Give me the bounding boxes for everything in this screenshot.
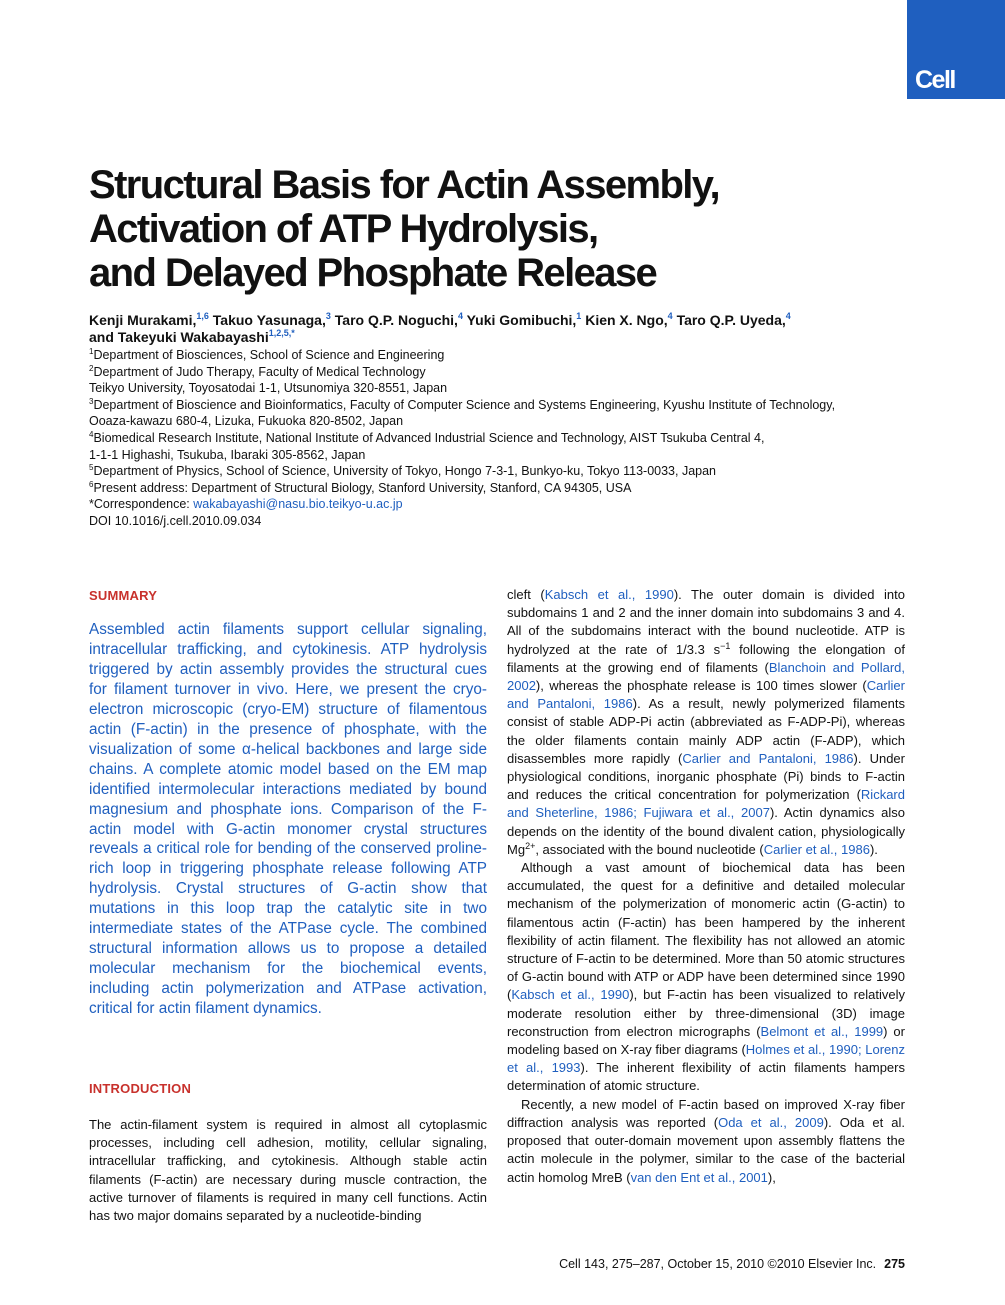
body-text: Recently, a new model of F-actin based on improved X-ray fiber diffraction analysis was reported ( [507, 1096, 905, 1130]
reference-link[interactable]: Blanchoin and Pollard, 2002 [507, 659, 905, 694]
affiliation-line: Teikyo University, Toyosatodai 1-1, Utsunomiya 320-8551, Japan [89, 381, 448, 396]
body-text: ), but F-actin has been visualized to relatively moderate resolution either by three-dimensional (3D) image reconstruction from electron micrographs ( [507, 987, 905, 1039]
doi: DOI 10.1016/j.cell.2010.09.034 [89, 513, 262, 528]
body-text: ). Actin dynamics also depends on the identity of the bound divalent cation, physiologically Mg [507, 805, 905, 857]
author-name: Taro Q.P. Uyeda, [676, 312, 786, 328]
affiliation-line [89, 364, 919, 381]
correspondence-label: *Correspondence: [89, 497, 194, 512]
body-text: ). [869, 841, 878, 857]
affiliation-line [89, 463, 919, 480]
affiliation-text: Biomedical Research Institute, National Institute of Advanced Industrial Science and Technology, AIST Tsukuba Central 4, [93, 430, 765, 445]
affiliation-number: 2 [89, 363, 94, 373]
reference-link[interactable]: Rickard and Sheterline, 1986; Fujiwara et al., 2007 [507, 787, 905, 821]
author-name: Kien X. Ngo, [585, 312, 668, 328]
body-paragraph [507, 586, 905, 859]
body-text: ) or modeling based on X-ray fiber diagrams ( [507, 1023, 905, 1058]
author-list [89, 312, 889, 346]
affiliation-line: Ooaza-kawazu 680-4, Lizuka, Fukuoka 820-8502, Japan [89, 414, 404, 429]
body-text: ). The inherent flexibility of actin filaments hampers determination of atomic structure. [507, 1060, 905, 1094]
affiliation-line [89, 397, 919, 414]
affiliation-text: Department of Physics, School of Science, University of Tokyo, Hongo 7-3-1, Bunkyo-ku, Tokyo 113-0033, Japan [93, 464, 717, 479]
footer-citation: Cell 143, 275–287, October 15, 2010 ©2010 Elsevier Inc. [559, 1257, 877, 1271]
author-name: Kenji Murakami, [89, 312, 197, 328]
logo-text: Cell [915, 66, 955, 94]
body-text: ). As a result, newly polymerized filaments consist of stable ADP-Pi actin (abbreviated as F-ADP-Pi), whereas the older filaments contain mainly ADP actin (F-ADP), which disassembles more rapidly ( [507, 696, 905, 766]
affiliation-text: Department of Biosciences, School of Science and Engineering [93, 348, 445, 362]
introduction-heading: INTRODUCTION [89, 1081, 192, 1096]
body-text: , associated with the bound nucleotide ( [535, 841, 764, 857]
superscript: 2+ [525, 840, 536, 851]
author-name: Takuo Yasunaga, [212, 312, 326, 328]
affiliation-text: Present address: Department of Structural Biology, Stanford University, Stanford, CA 94305, USA [93, 480, 632, 495]
page-number: 275 [884, 1257, 905, 1271]
summary-heading: SUMMARY [89, 588, 158, 603]
body-text: cleft ( [507, 587, 545, 602]
affiliations [89, 347, 919, 530]
correspondence-email-link[interactable]: wakabayashi@nasu.bio.teikyo-u.ac.jp [193, 497, 403, 512]
affiliation-number: 4 [89, 429, 94, 439]
author-affiliation-sup: 3 [325, 311, 331, 321]
affiliation-line: 1-1-1 Highashi, Tsukuba, Ibaraki 305-8562, Japan [89, 447, 366, 462]
author-affiliation-sup: 4 [457, 311, 463, 321]
title-line-2: Activation of ATP Hydrolysis, [89, 207, 598, 251]
author-affiliation-sup: 1,2,5,* [268, 328, 295, 338]
body-text: ), [767, 1169, 776, 1185]
body-text: following the elongation of filaments at the growing end of filaments ( [507, 641, 906, 675]
author-name: and Takeyuki Wakabayashi [89, 329, 269, 345]
reference-link[interactable]: Oda et al., 2009 [718, 1114, 824, 1130]
reference-link[interactable]: Carlier et al., 1986 [763, 841, 870, 857]
body-paragraph [507, 859, 905, 1096]
reference-link[interactable]: Carlier and Pantaloni, 1986 [507, 678, 905, 712]
introduction-paragraph: The actin-filament system is required in almost all cytoplasmic processes, including cell adhesion, motility, cellular signaling, intracellular trafficking, and cytokinesis. Although stable actin filaments (F-actin) are necessary during muscle contraction, the active turnover of filaments is required in many cell functions. Actin has two major domains separated by a nucleotide-binding [89, 1117, 487, 1224]
title-line-3: and Delayed Phosphate Release [89, 251, 657, 295]
author-affiliation-sup: 4 [667, 311, 673, 321]
reference-link[interactable]: Carlier and Pantaloni, 1986 [682, 750, 854, 766]
author-affiliation-sup: 1,6 [196, 311, 209, 321]
body-paragraph [507, 1096, 905, 1187]
affiliation-number: 6 [89, 479, 94, 489]
reference-link[interactable]: Kabsch et al., 1990 [544, 587, 674, 602]
affiliation-number: 5 [89, 463, 94, 473]
author-name: Yuki Gomibuchi, [466, 312, 577, 328]
reference-link[interactable]: Holmes et al., 1990; Lorenz et al., 1993 [507, 1042, 905, 1076]
article-title [89, 163, 889, 295]
affiliation-number: 1 [89, 347, 94, 356]
body-text: ). Oda et al. proposed that outer-domain movement upon assembly flattens the actin molecule in the polymer, similar to the case of the bacterial actin homolog MreB ( [507, 1114, 906, 1185]
affiliation-line [89, 347, 919, 364]
affiliation-line [89, 480, 919, 497]
body-text: ). Under physiological conditions, inorganic phosphate (Pi) binds to F-actin and reduces the critical concentration for polymerization ( [507, 750, 905, 803]
affiliation-text: Department of Bioscience and Bioinformatics, Faculty of Computer Science and Systems Engineering, Kyushu Institute of Technology, [93, 397, 836, 412]
reference-link[interactable]: Belmont et al., 1999 [760, 1023, 884, 1039]
cell-journal-logo [907, 0, 1005, 99]
affiliation-number: 3 [89, 396, 94, 406]
author-affiliation-sup: 4 [785, 311, 791, 321]
author-name: Taro Q.P. Noguchi, [334, 312, 458, 328]
reference-link[interactable]: van den Ent et al., 2001 [630, 1169, 768, 1185]
body-text: ). The outer domain is divided into subdomains 1 and 2 and the inner domain into subdomains 3 and 4. All of the subdomains interact with the bound nucleotide. ATP is hydrolyzed at the rate of 1/3.3 s [507, 587, 905, 657]
affiliation-line [89, 430, 919, 447]
body-text: Although a vast amount of biochemical data has been accumulated, the quest for a definitive and detailed molecular mechanism of the polymerization of monomeric actin (G-actin) to filamentous actin (F-actin) has been hampered by the inherent flexibility of actin filament. The flexibility has not allowed an atomic structure of F-actin to be determined. More than 50 atomic structures of G-actin bound with ATP or ADP have been determined since 1990 ( [507, 860, 905, 1003]
affiliation-text: Department of Judo Therapy, Faculty of Medical Technology [93, 364, 426, 379]
superscript: −1 [720, 640, 731, 651]
summary-text: Assembled actin filaments support cellular signaling, intracellular trafficking, and cytokinesis. ATP hydrolysis triggered by actin assembly provides the structural cues for filament turnover in vivo. Here, we present the cryo-electron microscopic (cryo-EM) structure of filamentous actin (F-actin) in the presence of phosphate, with the visualization of some α-helical backbones and large side chains. A complete atomic model based on the EM map identified intermolecular interactions mediated by bound magnesium and phosphate ions. Comparison of the F-actin model with G-actin monomer crystal structures reveals a critical role for bending of the conserved proline-rich loop in triggering phosphate release following ATP hydrolysis. Crystal structures of G-actin show that mutations in this loop trap the catalytic site in two intermediate states of the ATPase cycle. The combined structural information allows us to propose a detailed molecular mechanism for the biochemical events, including actin polymerization and ATPase activation, critical for actin filament dynamics. [89, 621, 487, 1018]
body-text: ), whereas the phosphate release is 100 times slower ( [535, 678, 867, 694]
right-column [507, 586, 905, 1187]
correspondence-line [89, 496, 919, 513]
page-footer [559, 1257, 905, 1271]
title-line-1: Structural Basis for Actin Assembly, [89, 163, 719, 207]
introduction-left-column [89, 1116, 487, 1225]
author-affiliation-sup: 1 [576, 311, 582, 321]
reference-link[interactable]: Kabsch et al., 1990 [511, 987, 630, 1003]
